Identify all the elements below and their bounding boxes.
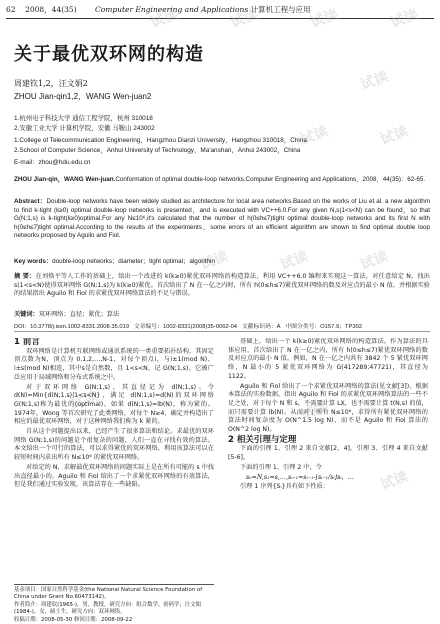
received-dates: 收稿日期：2008-05-30 修回日期：2008-09-22 bbox=[14, 616, 133, 623]
watermark-stamp: 试读 bbox=[308, 6, 341, 32]
citation bbox=[14, 176, 430, 185]
abstract-cn bbox=[14, 273, 430, 299]
left-column bbox=[14, 338, 214, 580]
watermark-stamp: 试读 bbox=[148, 6, 181, 32]
doi: DOI：10.3778/j.issn.1002-8331.2008.35.019 bbox=[14, 324, 130, 330]
citation-label: ZHOU Jian-qin，WANG Wen-juan. bbox=[14, 176, 116, 183]
affiliation-line: 1.杭州电子科技大学 通信工程学院，杭州 310018 bbox=[14, 115, 153, 122]
clc-code: 中图分类号：O157.9；TP302 bbox=[285, 324, 363, 330]
abstract-cn-text: 在刘焕平等人工作的基础上，给出一个改进的 k(k≥0)紧优双环网络的构造算法，利用 VC++6.0 编程来实现这一算法，对任意给定 N，找出 s(1<s<N)使得双环网络 G(N;1,s)为 k(k≥0)紧优。首次给出了 N 在一亿之内时，所有 h(0≤h≤7)紧优双环网络的数及对应点的最小 N 值。并根据实验的结果指出 Aguilo 和 Fiol 的求紧优双环网络算法的不足与错误。 bbox=[14, 273, 430, 298]
watermark-stamp: 试读 bbox=[358, 68, 391, 94]
journal-name-en: Computer Engineering and Applications bbox=[95, 5, 249, 14]
author-bio: 作者简介：周建钦(1965-)，男，教授，研究方向：组合数学、密码学；汪文娟(1984-)，女，硕士生，研究方向：双环网络。 bbox=[14, 601, 201, 616]
keywords-en bbox=[14, 258, 430, 267]
watermark-stamp: 试读 bbox=[298, 123, 331, 149]
affiliation-line: 1.College of Telecommunication Engineering，Hangzhou Dianzi University，Hangzhou 310018，China bbox=[14, 137, 307, 144]
abstract-label: Abstract： bbox=[14, 198, 47, 205]
running-header bbox=[6, 4, 434, 19]
keywords-cn-label: 关键词： bbox=[14, 311, 39, 318]
watermark-stamp: 试读 bbox=[68, 388, 101, 414]
watermark-stamp: 试读 bbox=[388, 6, 421, 32]
section-heading: 1 前言 bbox=[14, 338, 40, 347]
abstract-cn-label: 摘 要： bbox=[14, 273, 36, 280]
keywords-label: Key words： bbox=[14, 258, 53, 265]
article-id: 文章编号：1002-8331(2008)35-0062-04 bbox=[133, 324, 238, 330]
watermark-stamp: 试读 bbox=[298, 398, 331, 424]
fund-note: 基金项目：国家自然科学基金(the National Natural Science Foundation of China under Grant No.60473142)。 bbox=[14, 587, 203, 601]
keywords-text: double-loop networks；diameter；tight optimal；algorithm bbox=[52, 258, 216, 265]
body-paragraph: 自从这个问题提出以来，已经产生了很多算法和结论。求最优的双环网络 G(N;1,s)的问题是个很复杂的问题，人们一直在寻找有效的算法。本文给出一个可行的算法，可以求得紧优的双环网络，利用该算法可以在较短时间内求出所有 N≤10⁶ 的紧优双环网络。 bbox=[14, 428, 214, 462]
authors-cn: 周建钦1,2，汪文娟2 bbox=[14, 79, 88, 88]
affiliation-line: 2.School of Computer Science，Anhui University of Technology，Ma'anshan，Anhui 243002，China bbox=[14, 147, 301, 154]
body-paragraph: 对于双环网络 G(N;1,s)，其直径记为 d(N;1,s)。令 d(N)=Min{d(N;1,s)|1<s<N}，满足 d(N;1,s)=d(N)的双环网络 G(N;1,s)称为最优的(optimal)。如果 d(N;1,s)=lb(N)，称为紧的。1974年，Wong 等首次研究了此类网络，对每个 N≥4，确定并构造出了相应的最优双环网络，对于这种网络我们称为 k 紧的。 bbox=[14, 383, 214, 426]
paper-title: 关于最优双环网的构造 bbox=[14, 44, 204, 65]
lemma-statement: 引理 1 序列{Sᵢ}具有如下性质： bbox=[240, 483, 329, 491]
article-meta bbox=[14, 323, 430, 332]
body-paragraph: 对给定的 N，求解最优双环网络的问题实际上是在所有可能的 s 中找出直径最小的。Aguilo 和 Fiol 给出了一个求紧优双环网络的有效算法，但是我们通过实验发现，该算法存在一些缺陷。 bbox=[14, 463, 214, 489]
doc-code: 文献标识码：A bbox=[241, 324, 281, 330]
abstract-text: Double-loop networks have been widely studied as architecture for local area networks.Based on the works of Liu et al. a new algorithm to find k-tight (k≥0) optimal double-loop networks is presented，and is executed with VC++6.0.For any given N,s(1<s<N) can be found，so that G(N;1,s) is k-tight(k≥0)optimal.For any N≤10⁶,it's calculated that the number of h(0≤h≤7)tight optimal double-loop networks and its first N with h(0≤h≤7)tight optimal.According to the results of the experiments，some errors of an efficient algorithm are shown to find optimal double loop networks proposed by Aguilo and Fiol. bbox=[14, 198, 430, 240]
body-paragraph: 双环网络是计算机互联网络或通讯系统的一类重要拓扑结构，其固定顶点数为N，顶点为 0,1,2,…,N-1，对每个顶点i，与i±1(mod N)、i±s(mod N)相连，其中s是自然数，且 1<s<N，记 G(N;1,s)。它被广泛应用于局域网络和分布式系统之中。 bbox=[14, 347, 214, 381]
body-paragraph: 下面的引理 1、引理 2 来自文献[2，4]。引理 3、引理 4 来自文献[5-6]。 bbox=[228, 445, 428, 462]
journal-name-cn: 计算机工程与应用 bbox=[250, 5, 311, 14]
watermark-stamp: 试读 bbox=[198, 248, 231, 274]
authors-en: ZHOU Jian-qin1,2，WANG Wen-juan2 bbox=[14, 92, 152, 101]
abstract-en bbox=[14, 198, 430, 241]
formula: s₀=N,s₁=s,…,sᵢ₊₁=sᵢ₋₁-⌊sᵢ₋₁/sᵢ⌋sᵢ，… bbox=[246, 473, 354, 481]
footnote bbox=[14, 584, 214, 624]
volume-info: 2008，44(35) bbox=[25, 5, 77, 14]
watermark-stamp: 试读 bbox=[278, 248, 311, 274]
section-heading: 2 相关引理与定理 bbox=[228, 434, 297, 445]
body-paragraph: 下面的引理 1、引理 2 中，令 bbox=[240, 463, 322, 471]
right-column bbox=[228, 338, 428, 613]
body-paragraph: Aguilo 和 Fiol 给出了一个求紧优双环网络的算法(见文献[3])。根据本算法的实验数据，指出 Aguilo 和 Fiol 的求紧优双环网络算法的一些不足之处，对于每个 N 和 s，不需要计算 LX，也不需要计算 t(N,s) 的值，而只需要计算 lb(N)。从而对于所有 N≤10⁶，求得所有紧优双环网络的算法时间复杂度为 O(N^1.5 log N)，而不是 Aguilo 和 Fiol 算法的 O(N^2 log N)。 bbox=[228, 382, 428, 434]
watermark-stamp: 试读 bbox=[378, 468, 411, 494]
watermark-stamp: 试读 bbox=[358, 248, 391, 274]
keywords-cn-text: 双环网络；直径；紧优；算法 bbox=[38, 311, 120, 318]
watermark-stamp: 试读 bbox=[228, 6, 261, 32]
email-line: E-mail：zhou@hdu.edu.cn bbox=[14, 159, 91, 166]
page-number: 62 bbox=[6, 5, 16, 14]
body-paragraph: 基础上，给出一个 k(k≥0)紧优双环网络的构造算法。作为算法的具体应用，首次给出了 N 在一亿之内，所有 h(0≤h≤7)紧优双环网络的数及对应点的最小 N 值。例如，N 在一亿之内共有 3842 个 5 紧优双环网络，N 最小的 5 紧优双环网络为 G(417289;47721)，其直径为 1122。 bbox=[228, 338, 428, 380]
citation-text: Conformation of optimal double-loop networks.Computer Engineering and Applications，2008，44(35)：62-65. bbox=[115, 176, 426, 183]
keywords-cn bbox=[14, 311, 430, 320]
affiliation-line: 2.安徽工业大学 计算机学院，安徽 马鞍山 243002 bbox=[14, 125, 155, 132]
watermark-stamp: 试读 bbox=[378, 123, 411, 149]
